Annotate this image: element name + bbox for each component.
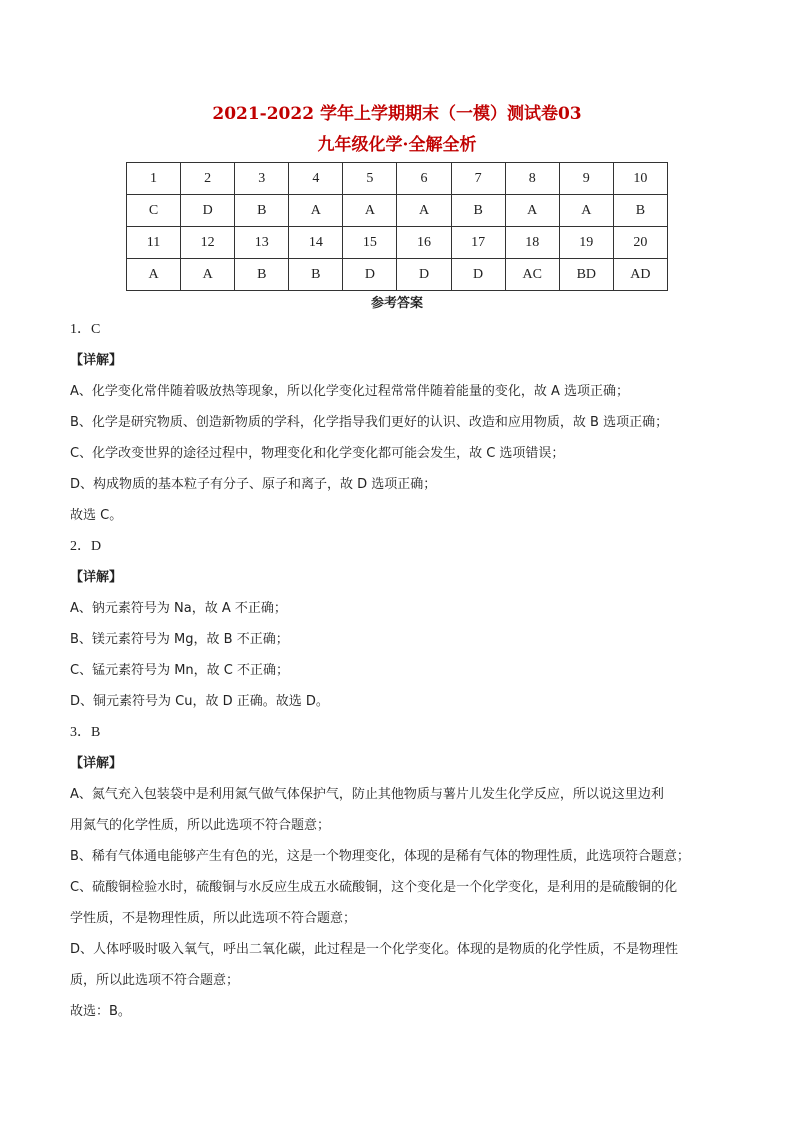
explanation-line: C、硫酸铜检验水时，硫酸铜与水反应生成五水硫酸铜，这个变化是一个化学变化，是利用的是硫酸铜的化 [70, 880, 678, 895]
answer-cell: AD [613, 259, 667, 291]
page-title: 2021-2022 学年上学期期末（一模）测试卷03 [212, 104, 582, 124]
explanation-line: B、镁元素符号为 Mg，故 B 不正确； [70, 632, 289, 647]
question-number-cell: 5 [343, 163, 397, 195]
explanation-line: A、氮气充入包装袋中是利用氮气做气体保护气，防止其他物质与薯片儿发生化学反应，所以说这里边利 [70, 787, 664, 802]
answer-cell: B [235, 259, 289, 291]
answer-cell: B [451, 195, 505, 227]
detail-label: 【详解】 [70, 353, 123, 368]
answer-cell: B [235, 195, 289, 227]
question-number-cell: 3 [235, 163, 289, 195]
question-number-cell: 1 [127, 163, 181, 195]
question-number-cell: 14 [289, 227, 343, 259]
question-number-cell: 15 [343, 227, 397, 259]
explanations [70, 314, 722, 1027]
question-number: 2．D [70, 539, 102, 554]
answer-cell: A [397, 195, 451, 227]
detail-label: 【详解】 [70, 756, 123, 771]
answer-cell: D [451, 259, 505, 291]
explanation-line: A、化学变化常伴随着吸放热等现象，所以化学变化过程常常伴随着能量的变化，故 A 选项正确； [70, 384, 630, 399]
answer-cell: D [397, 259, 451, 291]
answer-cell: C [127, 195, 181, 227]
explanation-line: D、构成物质的基本粒子有分子、原子和离子，故 D 选项正确； [70, 477, 437, 492]
question-number-cell: 19 [559, 227, 613, 259]
question-number-cell: 13 [235, 227, 289, 259]
explanation-line: D、铜元素符号为 Cu，故 D 正确。故选 D。 [70, 694, 329, 709]
question-number-cell: 20 [613, 227, 667, 259]
question-number-cell: 6 [397, 163, 451, 195]
explanation-line: 质，所以此选项不符合题意； [70, 973, 240, 988]
answer-cell: D [343, 259, 397, 291]
answer-cell: A [127, 259, 181, 291]
answer-cell: A [289, 195, 343, 227]
question-number-cell: 12 [181, 227, 235, 259]
question-number-cell: 7 [451, 163, 505, 195]
answer-cell: A [343, 195, 397, 227]
answer-cell: D [181, 195, 235, 227]
question-number-cell: 16 [397, 227, 451, 259]
explanation-line: 用氮气的化学性质，所以此选项不符合题意； [70, 818, 331, 833]
detail-label: 【详解】 [70, 570, 123, 585]
answer-cell: B [613, 195, 667, 227]
answer-cell: AC [505, 259, 559, 291]
answer-cell: B [289, 259, 343, 291]
question-number: 1．C [70, 322, 101, 337]
page-subtitle: 九年级化学·全解全析 [317, 135, 477, 155]
explanation-line: A、钠元素符号为 Na，故 A 不正确； [70, 601, 287, 616]
answer-cell: A [181, 259, 235, 291]
explanation-line: C、化学改变世界的途径过程中，物理变化和化学变化都可能会发生，故 C 选项错误； [70, 446, 565, 461]
question-number-cell: 2 [181, 163, 235, 195]
answer-row [127, 259, 668, 291]
question-number-row [127, 163, 668, 195]
question-number-cell: 9 [559, 163, 613, 195]
explanation-line: C、锰元素符号为 Mn，故 C 不正确； [70, 663, 290, 678]
answer-row [127, 195, 668, 227]
question-number-cell: 4 [289, 163, 343, 195]
answer-cell: A [505, 195, 559, 227]
answer-table-caption: 参考答案 [370, 296, 423, 311]
question-number-cell: 11 [127, 227, 181, 259]
question-number-cell: 18 [505, 227, 559, 259]
answer-cell: BD [559, 259, 613, 291]
answer-table [126, 162, 668, 291]
question-number: 3．B [70, 725, 101, 740]
explanation-line: D、人体呼吸时吸入氧气，呼出二氧化碳，此过程是一个化学变化。体现的是物质的化学性质，不是物理性 [70, 942, 679, 957]
explanation-line: B、稀有气体通电能够产生有色的光，这是一个物理变化，体现的是稀有气体的物理性质，此选项符合题意； [70, 849, 690, 864]
explanation-line: B、化学是研究物质、创造新物质的学科，化学指导我们更好的认识、改造和应用物质，故 B 选项正确； [70, 415, 669, 430]
question-number-cell: 17 [451, 227, 505, 259]
explanation-line: 学性质，不是物理性质，所以此选项不符合题意； [70, 911, 357, 926]
answer-cell: A [559, 195, 613, 227]
explanation-line: 故选 C。 [70, 508, 123, 523]
question-number-row [127, 227, 668, 259]
question-number-cell: 8 [505, 163, 559, 195]
question-number-cell: 10 [613, 163, 667, 195]
explanation-line: 故选：B。 [70, 1004, 131, 1019]
